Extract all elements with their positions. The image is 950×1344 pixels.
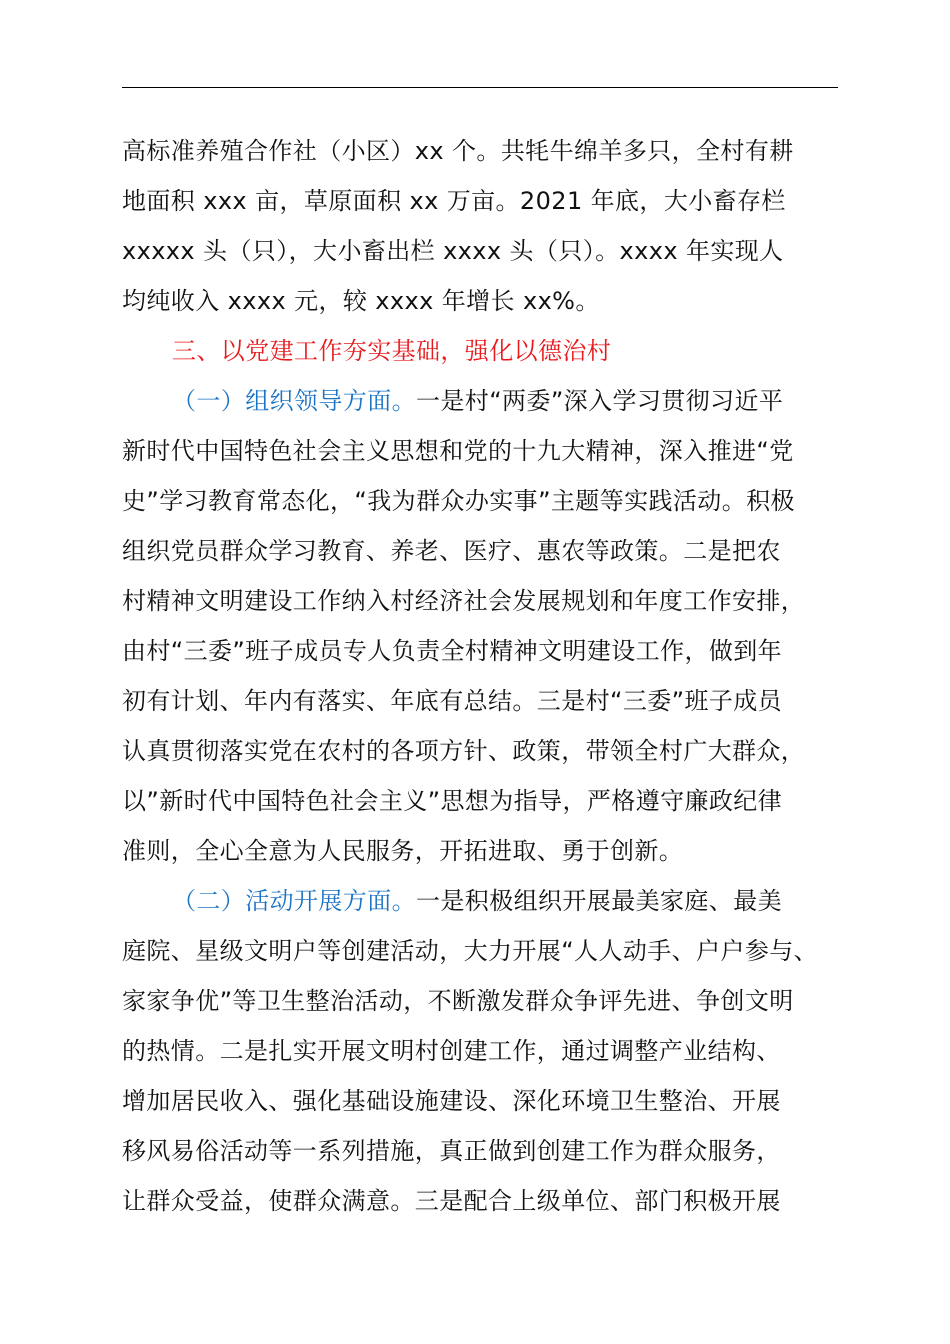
paragraph-line: 史”学习教育常态化，“我为群众办实事”主题等实践活动。积极 (122, 487, 795, 515)
subsection-text: 一是积极组织开展最美家庭、最美 (416, 887, 782, 915)
section-heading: 三、以党建工作夯实基础，强化以德治村 (172, 337, 612, 365)
paragraph-line: 移风易俗活动等一系列措施，真正做到创建工作为群众服务， (122, 1137, 781, 1165)
paragraph-line: 家家争优”等卫生整治活动，不断激发群众争评先进、争创文明 (122, 987, 794, 1015)
paragraph-line: 地面积 xxx 亩，草原面积 xx 万亩。2021 年底，大小畜存栏 (122, 187, 786, 215)
subsection-heading: （一）组织领导方面。 (172, 387, 416, 415)
paragraph-line: 以”新时代中国特色社会主义”思想为指导，严格遵守廉政纪律 (122, 787, 783, 815)
paragraph-line: 新时代中国特色社会主义思想和党的十九大精神，深入推进“党 (122, 437, 794, 465)
subsection-text: 一是村“两委”深入学习贯彻习近平 (416, 387, 784, 415)
paragraph-line: 高标准养殖合作社（小区）xx 个。共牦牛绵羊多只，全村有耕 (122, 137, 794, 165)
paragraph-line: 准则，全心全意为人民服务，开拓进取、勇于创新。 (122, 837, 684, 865)
paragraph-line: 均纯收入 xxxx 元，较 xxxx 年增长 xx%。 (122, 287, 600, 315)
paragraph-line: 的热情。二是扎实开展文明村创建工作，通过调整产业结构、 (122, 1037, 781, 1065)
paragraph-line: 让群众受益，使群众满意。三是配合上级单位、部门积极开展 (122, 1187, 781, 1215)
paragraph-line: 增加居民收入、强化基础设施建设、深化环境卫生整治、开展 (122, 1087, 781, 1115)
paragraph-line: 初有计划、年内有落实、年底有总结。三是村“三委”班子成员 (122, 687, 783, 715)
subsection-first-line (122, 376, 842, 426)
subsection-heading: （二）活动开展方面。 (172, 887, 416, 915)
header-rule (122, 87, 838, 88)
paragraph-line: 由村“三委”班子成员专人负责全村精神文明建设工作，做到年 (122, 637, 783, 665)
paragraph-line: 组织党员群众学习教育、养老、医疗、惠农等政策。二是把农 (122, 537, 781, 565)
paragraph-line: 认真贯彻落实党在农村的各项方针、政策，带领全村广大群众， (122, 737, 806, 765)
paragraph-line: xxxxx 头（只），大小畜出栏 xxxx 头（只）。xxxx 年实现人 (122, 237, 784, 265)
subsection-first-line (122, 876, 842, 926)
document-body (122, 126, 842, 1226)
paragraph-line: 村精神文明建设工作纳入村经济社会发展规划和年度工作安排， (122, 587, 806, 615)
paragraph-line: 庭院、星级文明户等创建活动，大力开展“人人动手、户户参与、 (122, 937, 819, 965)
